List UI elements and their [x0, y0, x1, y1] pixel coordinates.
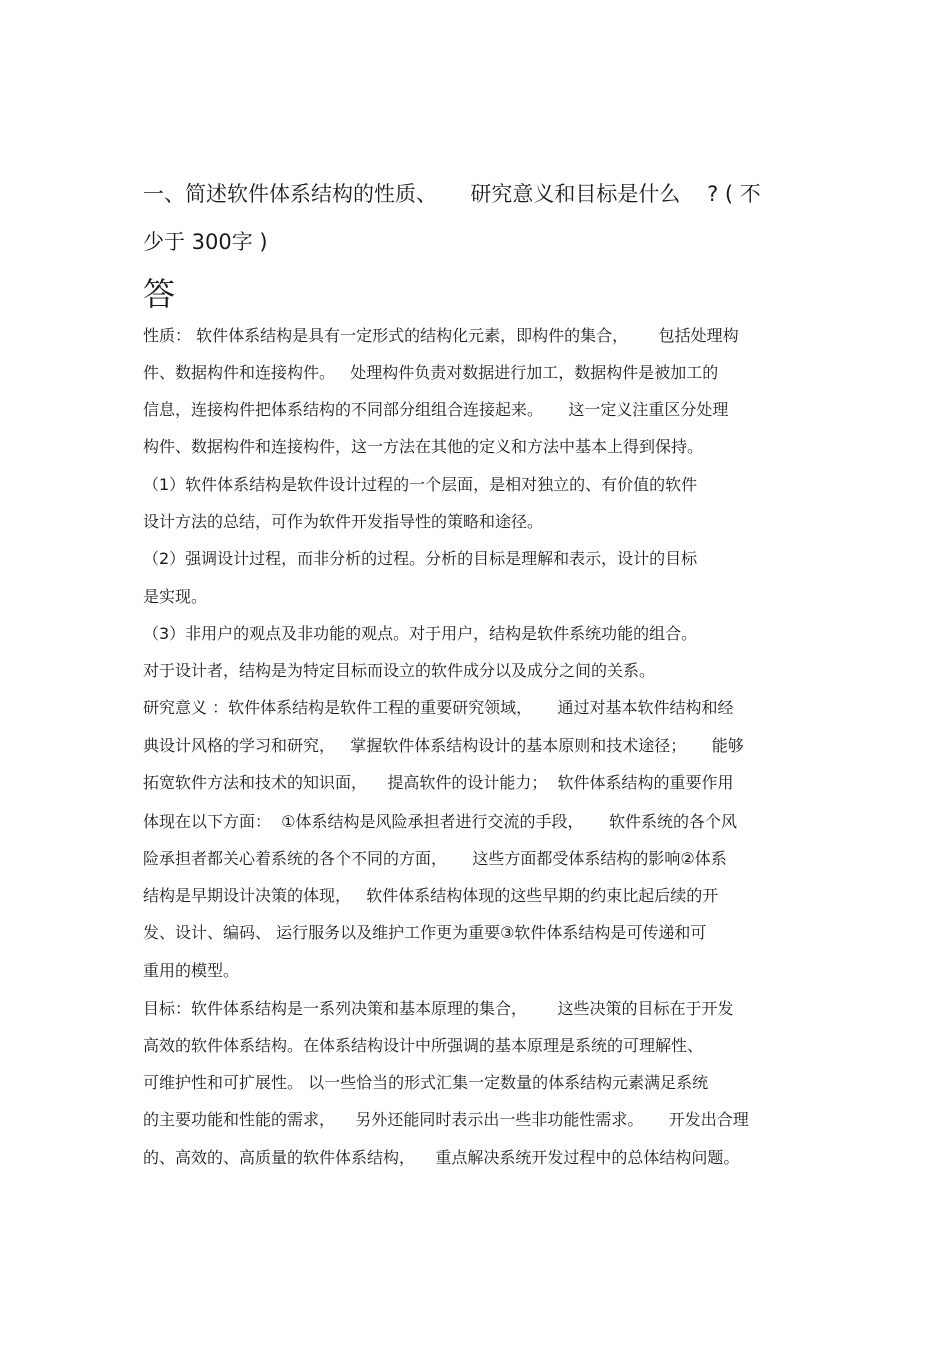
body-line: 体现在以下方面： ①体系结构是风险承担者进行交流的手段， 软件系统的各个风	[143, 812, 737, 831]
body-line: （3）非用户的观点及非功能的观点。对于用户，结构是软件系统功能的组合。	[143, 624, 698, 643]
question-line-1: 一、简述软件体系结构的性质、 研究意义和目标是什么 ? ( 不	[143, 182, 761, 206]
body-line: 可维护性和可扩展性。 以一些恰当的形式汇集一定数量的体系结构元素满足系统	[143, 1073, 709, 1092]
body-line: 高效的软件体系结构。在体系结构设计中所强调的基本原理是系统的可理解性、	[143, 1036, 704, 1055]
body-line: 发、设计、编码、 运行服务以及维护工作更为重要③软件体系结构是可传递和可	[143, 923, 707, 942]
body-line: 是实现。	[143, 587, 208, 606]
body-line: （1）软件体系结构是软件设计过程的一个层面，是相对独立的、有价值的软件	[143, 475, 698, 494]
question-line-2: 少于 300字 )	[143, 230, 268, 254]
body-line: 结构是早期设计决策的体现， 软件体系结构体现的这些早期的约束比起后续的开	[143, 886, 719, 905]
body-line: 的主要功能和性能的需求， 另外还能同时表示出一些非功能性需求。 开发出合理	[143, 1110, 749, 1129]
body-line: 拓宽软件方法和技术的知识面， 提高软件的设计能力； 软件体系结构的重要作用	[143, 773, 734, 792]
body-line: 重用的模型。	[143, 961, 240, 980]
body-line: 构件、数据构件和连接构件，这一方法在其他的定义和方法中基本上得到保持。	[143, 437, 704, 456]
body-line: （2）强调设计过程，而非分析的过程。分析的目标是理解和表示，设计的目标	[143, 549, 698, 568]
body-line: 险承担者都关心着系统的各个不同的方面， 这些方面都受体系结构的影响②体系	[143, 849, 727, 868]
body-line: 目标：软件体系结构是一系列决策和基本原理的集合， 这些决策的目标在于开发	[143, 999, 734, 1018]
body-line: 信息，连接构件把体系结构的不同部分组组合连接起来。 这一定义注重区分处理	[143, 400, 729, 419]
body-line: 件、数据构件和连接构件。 处理构件负责对数据进行加工，数据构件是被加工的	[143, 363, 719, 382]
body-line: 对于设计者，结构是为特定目标而设立的软件成分以及成分之间的关系。	[143, 661, 656, 680]
answer-heading: 答	[143, 275, 176, 313]
body-line: 典设计风格的学习和研究， 掌握软件体系结构设计的基本原则和技术途径； 能够	[143, 736, 744, 755]
body-line: 研究意义 ：软件体系结构是软件工程的重要研究领域， 通过对基本软件结构和经	[143, 698, 734, 717]
body-line: 的、高效的、高质量的软件体系结构， 重点解决系统开发过程中的总体结构问题。	[143, 1148, 740, 1167]
body-line: 性质： 软件体系结构是具有一定形式的结构化元素，即构件的集合， 包括处理构	[143, 326, 739, 345]
body-line: 设计方法的总结，可作为软件开发指导性的策略和途径。	[143, 512, 544, 531]
